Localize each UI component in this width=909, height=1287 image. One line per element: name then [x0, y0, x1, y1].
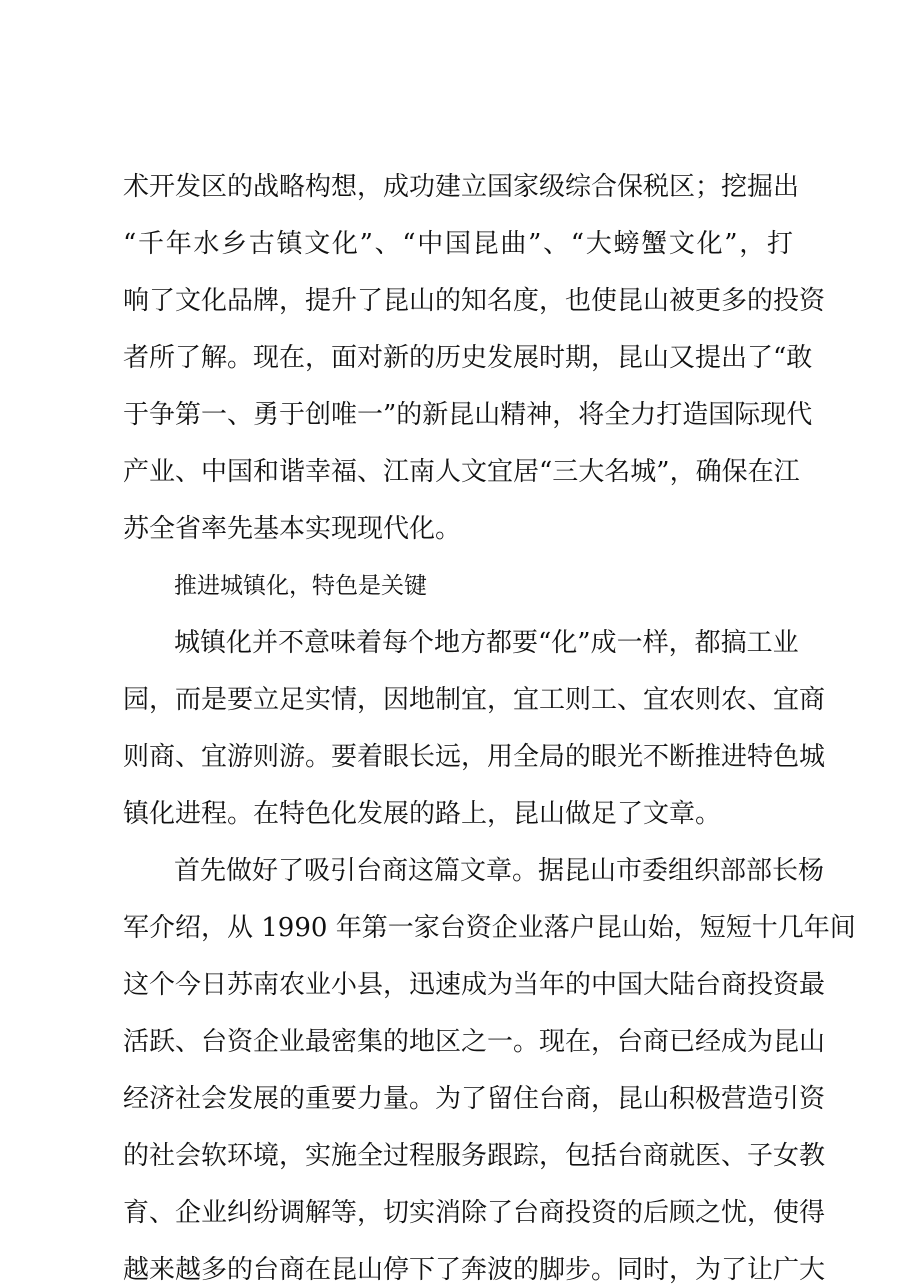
paragraph-line: 首先做好了吸引台商这篇文章。据昆山市委组织部部长杨: [174, 856, 825, 886]
paragraph-line: 镇化进程。在特色化发展的路上，昆山做足了文章。: [123, 799, 722, 829]
paragraph-line: 育、企业纠纷调解等，切实消除了台商投资的后顾之忧，使得: [123, 1198, 826, 1228]
paragraph-line: 经济社会发展的重要力量。为了留住台商，昆山积极营造引资: [123, 1084, 826, 1114]
paragraph-line: 术开发区的战略构想，成功建立国家级综合保税区；挖掘出: [123, 172, 800, 202]
paragraph-line: 活跃、台资企业最密集的地区之一。现在，台商已经成为昆山: [123, 1027, 826, 1057]
paragraph-line: 产业、中国和谐幸福、江南人文宜居“三大名城”，确保在江: [123, 457, 800, 487]
paragraph-line: 军介绍，从 1990 年第一家台资企业落户昆山始，短短十几年间: [123, 913, 856, 943]
paragraph-line: 这个今日苏南农业小县，迅速成为当年的中国大陆台商投资最: [123, 970, 826, 1000]
section-heading: 推进城镇化，特色是关键: [174, 573, 427, 599]
paragraph-line: 的社会软环境，实施全过程服务跟踪，包括台商就医、子女教: [123, 1141, 826, 1171]
paragraph-line: 越来越多的台商在昆山停下了奔波的脚步。同时，为了让广大: [123, 1255, 826, 1285]
paragraph-line: 响了文化品牌，提升了昆山的知名度，也使昆山被更多的投资: [123, 286, 826, 316]
paragraph-line: “千年水乡古镇文化”、“中国昆曲”、“大螃蟹文化”，打: [123, 229, 793, 259]
paragraph-line: 城镇化并不意味着每个地方都要“化”成一样，都搞工业: [174, 628, 799, 658]
paragraph-line: 苏全省率先基本实现现代化。: [123, 514, 462, 544]
paragraph-line: 者所了解。现在，面对新的历史发展时期，昆山又提出了“敢: [123, 343, 813, 373]
paragraph-line: 于争第一、勇于创唯一”的新昆山精神，将全力打造国际现代: [123, 400, 813, 430]
paragraph-line: 园，而是要立足实情，因地制宜，宜工则工、宜农则农、宜商: [123, 685, 826, 715]
paragraph-line: 则商、宜游则游。要着眼长远，用全局的眼光不断推进特色城: [123, 742, 826, 772]
